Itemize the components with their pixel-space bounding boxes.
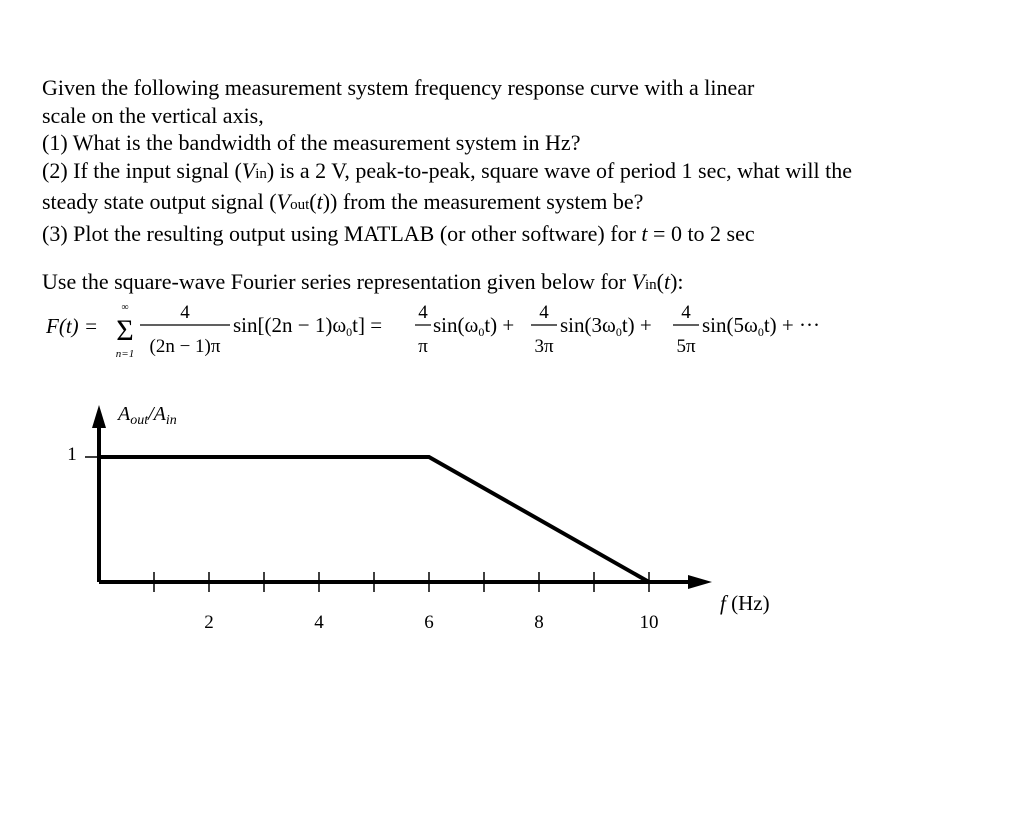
chart-labels [204,612,658,633]
question-1: (1) What is the bandwidth of the measurement system in Hz? [42,130,581,155]
eq-frac1-num: 4 [180,302,190,323]
eq-frac2-den: π [418,336,428,357]
x-axis-label: f (Hz) [720,591,770,615]
eq-sum-top: ∞ [121,302,129,313]
x-axis-arrow [688,575,712,589]
y-axis-label: $A_{out}/A_{in}$ [118,403,177,428]
x-tick-label: 8 [534,612,544,633]
question-line-1: Given the following measurement system frequency response curve with a linear [42,75,755,100]
x-tick-label: 4 [314,612,324,633]
eq-sum-bottom: n=1 [115,348,135,360]
x-tick-label: 10 [639,612,659,633]
question-3: (3) Plot the resulting output using MATLAB (or other software) for t = 0 to 2 sec [42,220,755,246]
question-line-2: scale on the vertical axis, [42,102,264,128]
response-curve [99,457,649,582]
y-tick-label-1: 1 [67,444,77,465]
eq-frac1-den: (2n − 1)π [149,336,221,357]
y-axis-arrow [92,405,106,428]
eq-term4: sin(5ω0t) + ··· [702,313,820,339]
question-2-cont: steady state output signal (Vout(t)) from the measurement system be? [42,189,644,214]
eq-frac4-den: 5π [676,336,696,357]
eq-sigma: Σ [116,314,134,347]
question-2: (2) If the input signal (Vin) is a 2 V, peak-to-peak, square wave of period 1 sec, what will the [42,157,852,183]
eq-term3: sin(3ω0t) + [560,313,652,339]
fourier-intro: Use the square-wave Fourier series representation given below for Vin(t): [42,269,684,294]
eq-lhs: F(t) = [46,314,99,338]
chart-ticks [85,457,649,592]
chart-axes [92,405,712,589]
eq-term1: sin[(2n − 1)ω0t] = [233,313,383,339]
eq-frac3-num: 4 [539,302,549,323]
x-tick-label: 6 [424,612,434,633]
eq-term2: sin(ω0t) + [433,313,515,339]
x-tick-label: 2 [204,612,214,633]
eq-frac3-den: 3π [534,336,554,357]
eq-frac4-num: 4 [681,302,691,323]
eq-frac2-num: 4 [418,302,428,323]
chart-series [99,457,649,582]
